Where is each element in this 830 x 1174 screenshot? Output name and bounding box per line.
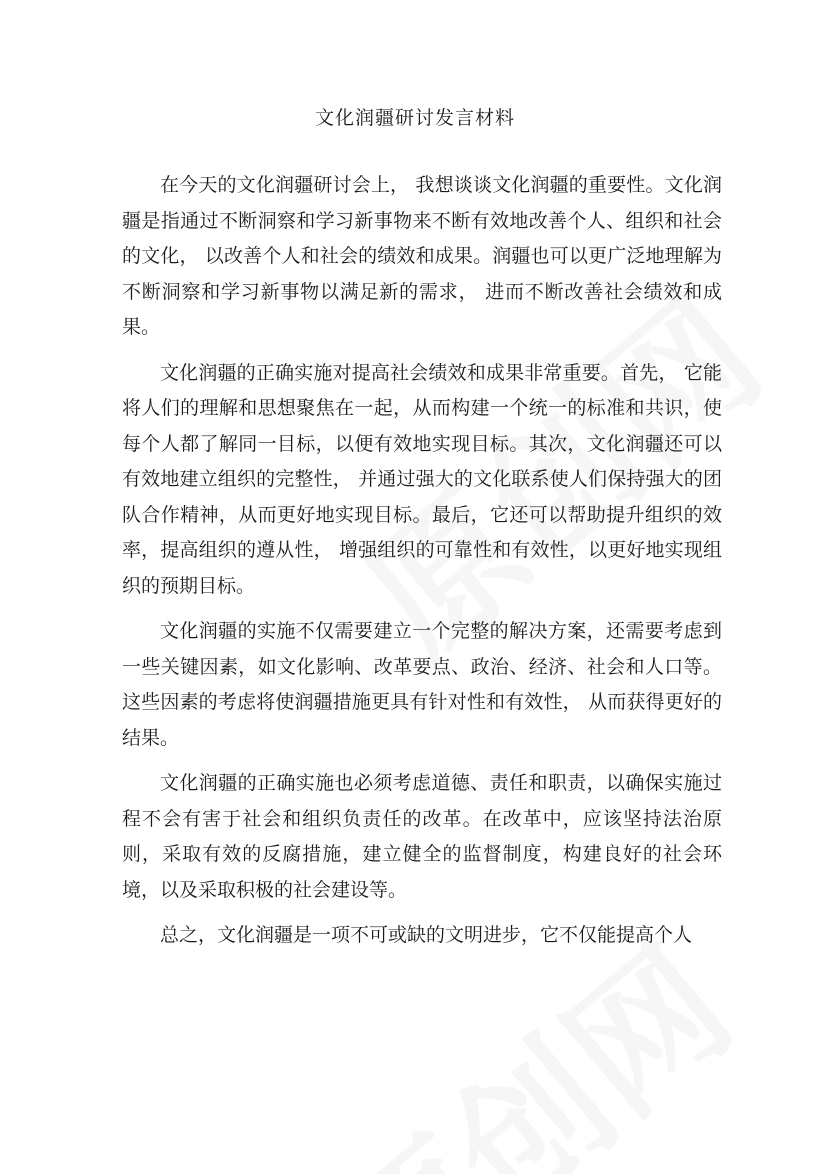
document-body [122, 168, 722, 964]
paragraph: 在今天的文化润疆研讨会上， 我想谈谈文化润疆的重要性。文化润疆是指通过不断洞察和学习新事物来不断有效地改善个人、组织和社会的文化， 以改善个人和社会的绩效和成果。润疆也可以更广泛地理解为不断洞察和学习新事物以满足新的需求， 进而不断改善社会绩效和成果。 [122, 174, 722, 338]
paragraph: 文化润疆的正确实施对提高社会绩效和成果非常重要。首先， 它能将人们的理解和思想聚焦在一起，从而构建一个统一的标准和共识，使每个人都了解同一目标，以便有效地实现目标。其次，文化润疆还可以有效地建立组织的完整性， 并通过强大的文化联系使人们保持强大的团队合作精神，从而更好地实现目标。最后，它还可以帮助提升组织的效率，提高组织的遵从性， 增强组织的可靠性和有效性，以更好地实现组织的预期目标。 [122, 361, 722, 597]
document-title: 文化润疆研讨发言材料 [314, 107, 515, 129]
paragraph: 总之，文化润疆是一项不可或缺的文明进步，它不仅能提高个人 [160, 924, 693, 946]
paragraph: 文化润疆的实施不仅需要建立一个完整的解决方案，还需要考虑到一些关键因素，如文化影响、改革要点、政治、经济、社会和人口等。这些因素的考虑将使润疆措施更具有针对性和有效性， 从而获得更好的结果。 [122, 620, 722, 749]
paragraph: 文化润疆的正确实施也必须考虑道德、责任和职责，以确保实施过程不会有害于社会和组织负责任的改革。在改革中，应该坚持法治原则，采取有效的反腐措施，建立健全的监督制度，构建良好的社会环境，以及采取积极的社会建设等。 [122, 772, 722, 901]
